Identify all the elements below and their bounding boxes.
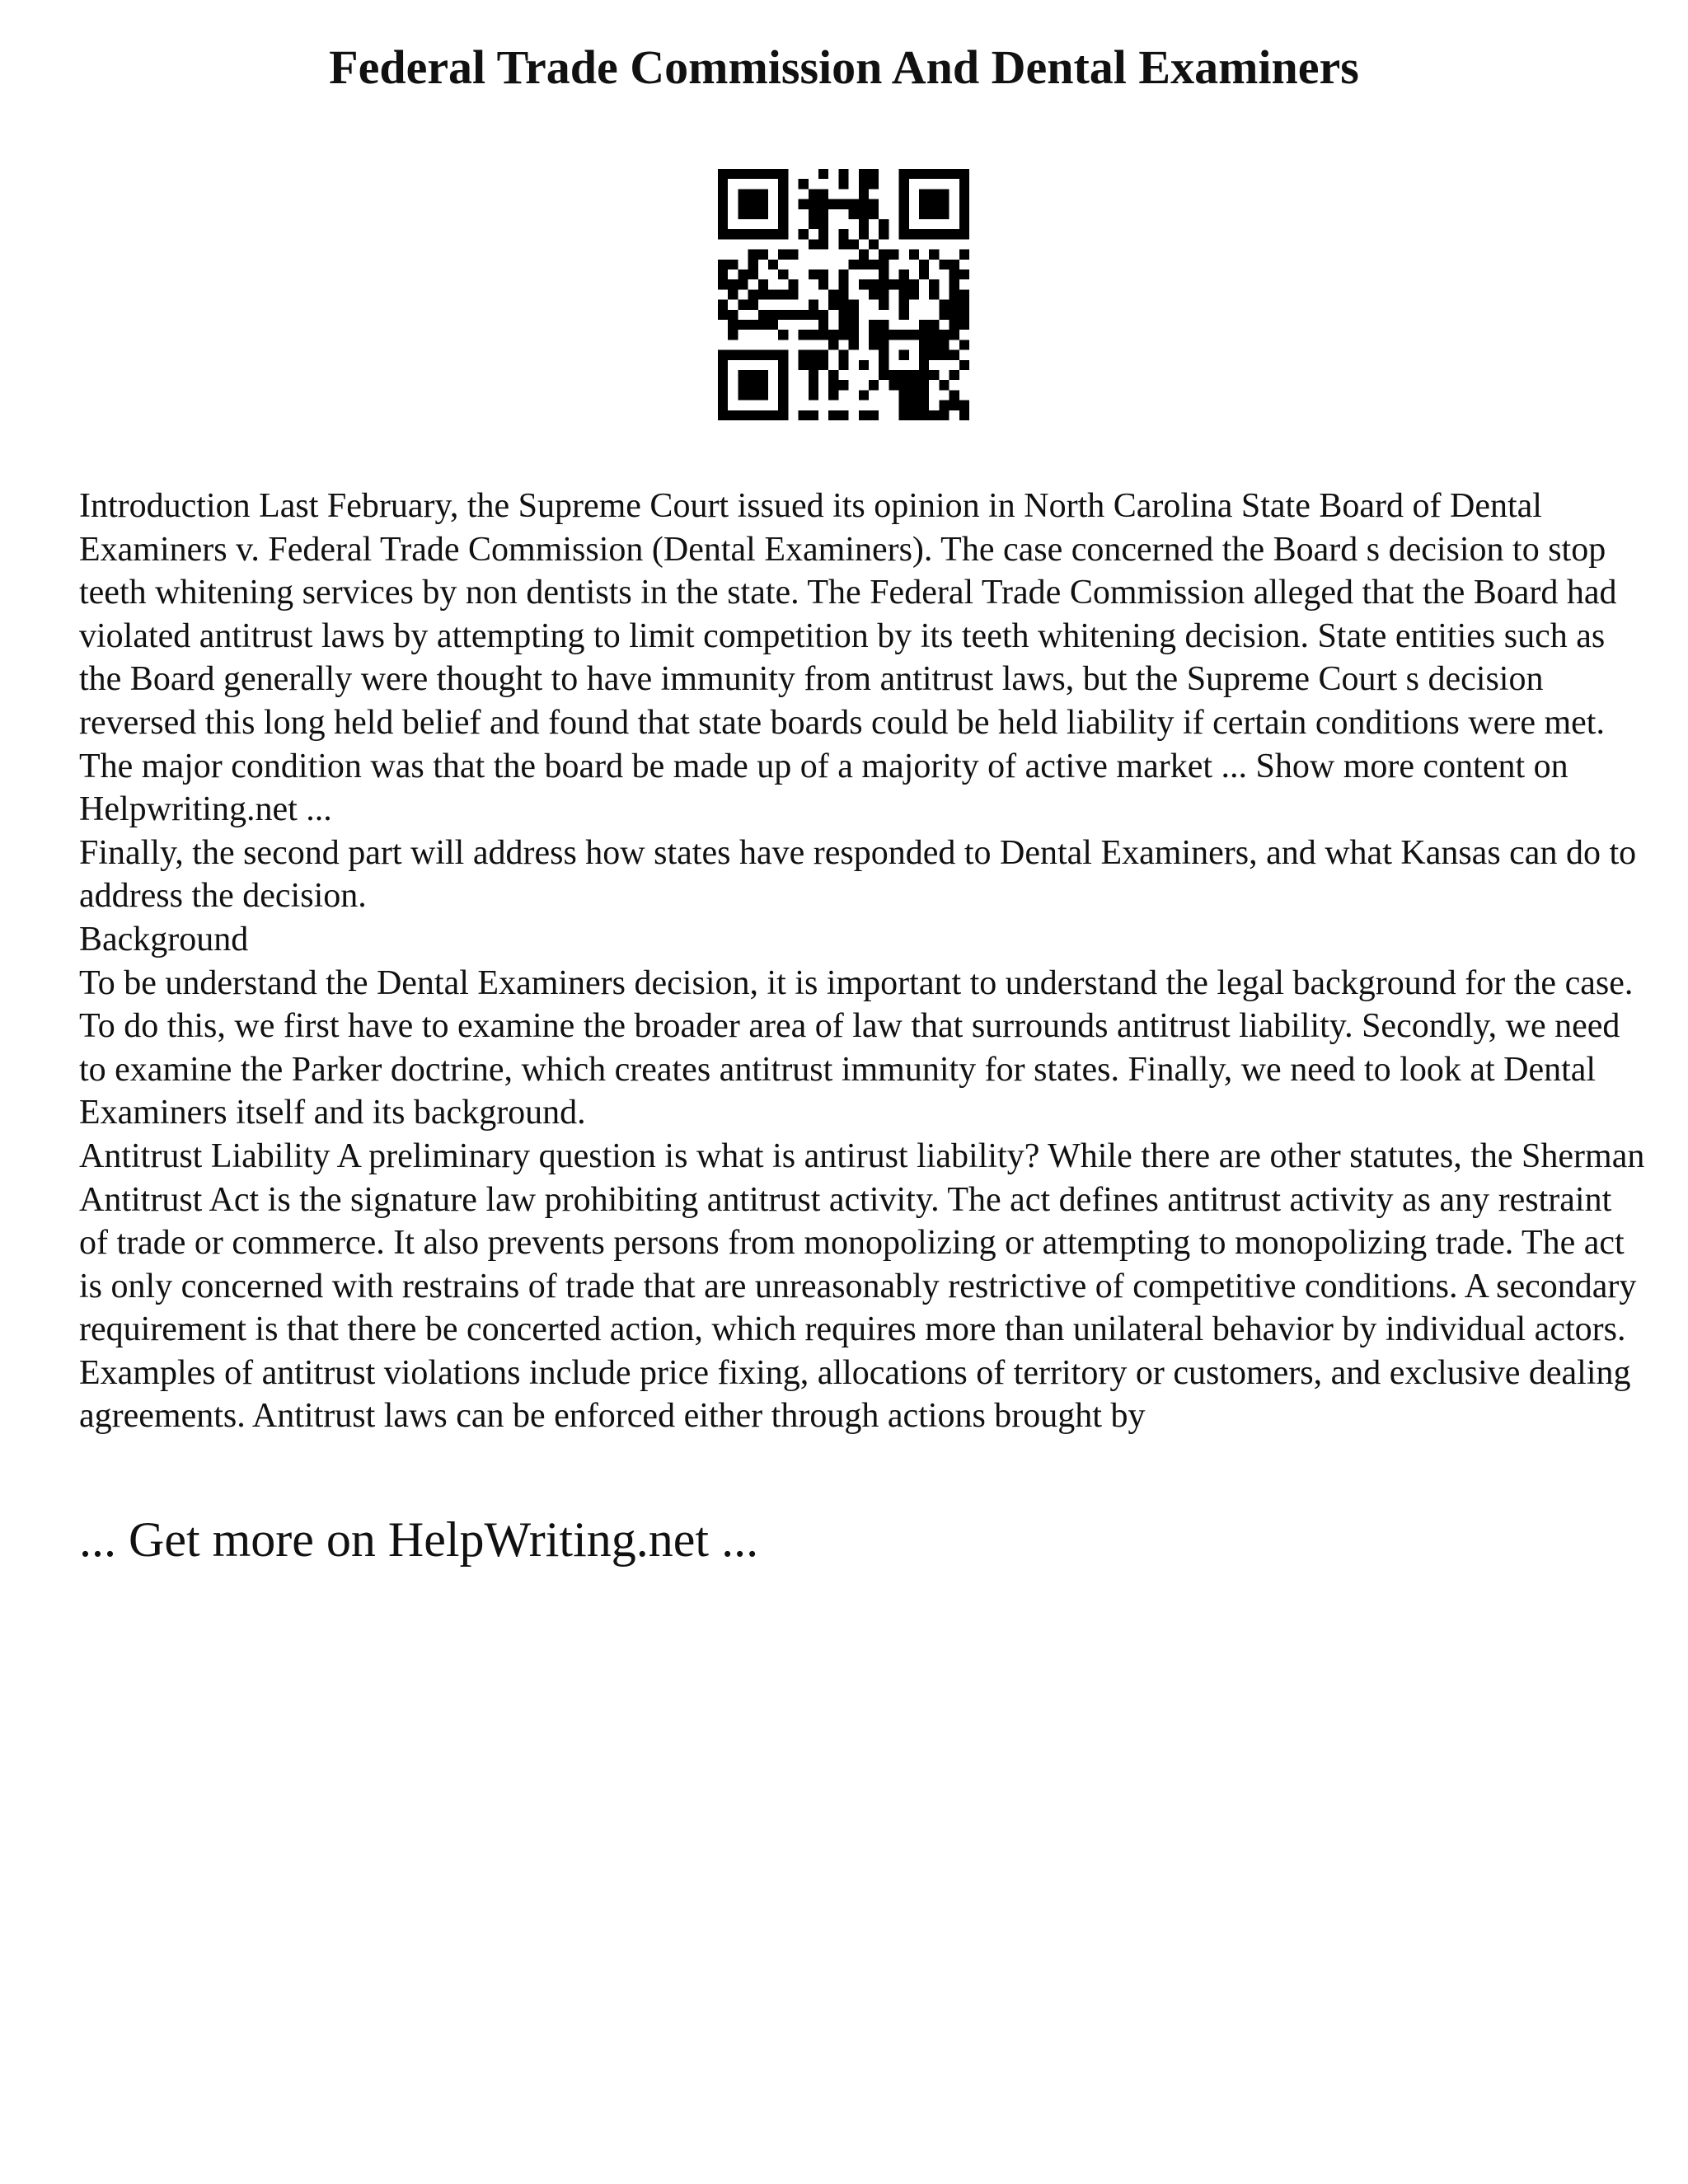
- get-more-link[interactable]: ... Get more on HelpWriting.net ...: [79, 1512, 759, 1567]
- paragraph-background: To be understand the Dental Examiners decision, it is important to understand the legal background for the case. To do this, we first have to examine the broader area of law that surrounds antitrust liability. Secondly, we need to examine the Parker doctrine, which creates antitrust immunity for states. Finally, we need to look at Dental Examiners itself and its background.: [79, 963, 1634, 1132]
- qr-code-icon: [718, 169, 969, 420]
- heading-background: Background: [79, 920, 249, 958]
- qr-code: [718, 169, 969, 420]
- document-title: Federal Trade Commission And Dental Examiners: [329, 40, 1359, 94]
- paragraph-introduction: Introduction Last February, the Supreme Court issued its opinion in North Carolina State Board of Dental Examiners v. Federal Trade Commission (Dental Examiners). The case concerned the Board s decision to stop teeth whitening services by non dentists in the state. The Federal Trade Commission alleged that the Board had violated antitrust laws by attempting to limit competition by its teeth whitening decision. State entities such as the Board generally were thought to have immunity from antitrust laws, but the Supreme Court s decision reversed this long held belief and found that state boards could be held liability if certain conditions were met. The major condition was that the board be made up of a majority of active market ... Show more content on Helpwriting.net ...: [79, 487, 1617, 829]
- paragraph-finally: Finally, the second part will address how states have responded to Dental Examiners, and what Kansas can do to address the decision.: [79, 833, 1637, 916]
- document-body: [79, 485, 1645, 1438]
- paragraph-antitrust-liability: Antitrust Liability A preliminary question is what is antirust liability? While there are other statutes, the Sherman Antitrust Act is the signature law prohibiting antitrust activity. The act defines antitrust activity as any restraint of trade or commerce. It also prevents persons from monopolizing or attempting to monopolizing trade. The act is only concerned with restrains of trade that are unreasonably restrictive of competitive conditions. A secondary requirement is that there be concerted action, which requires more than unilateral behavior by individual actors. Examples of antitrust violations include price fixing, allocations of territory or customers, and exclusive dealing agreements. Antitrust laws can be enforced either through actions brought by: [79, 1137, 1645, 1436]
